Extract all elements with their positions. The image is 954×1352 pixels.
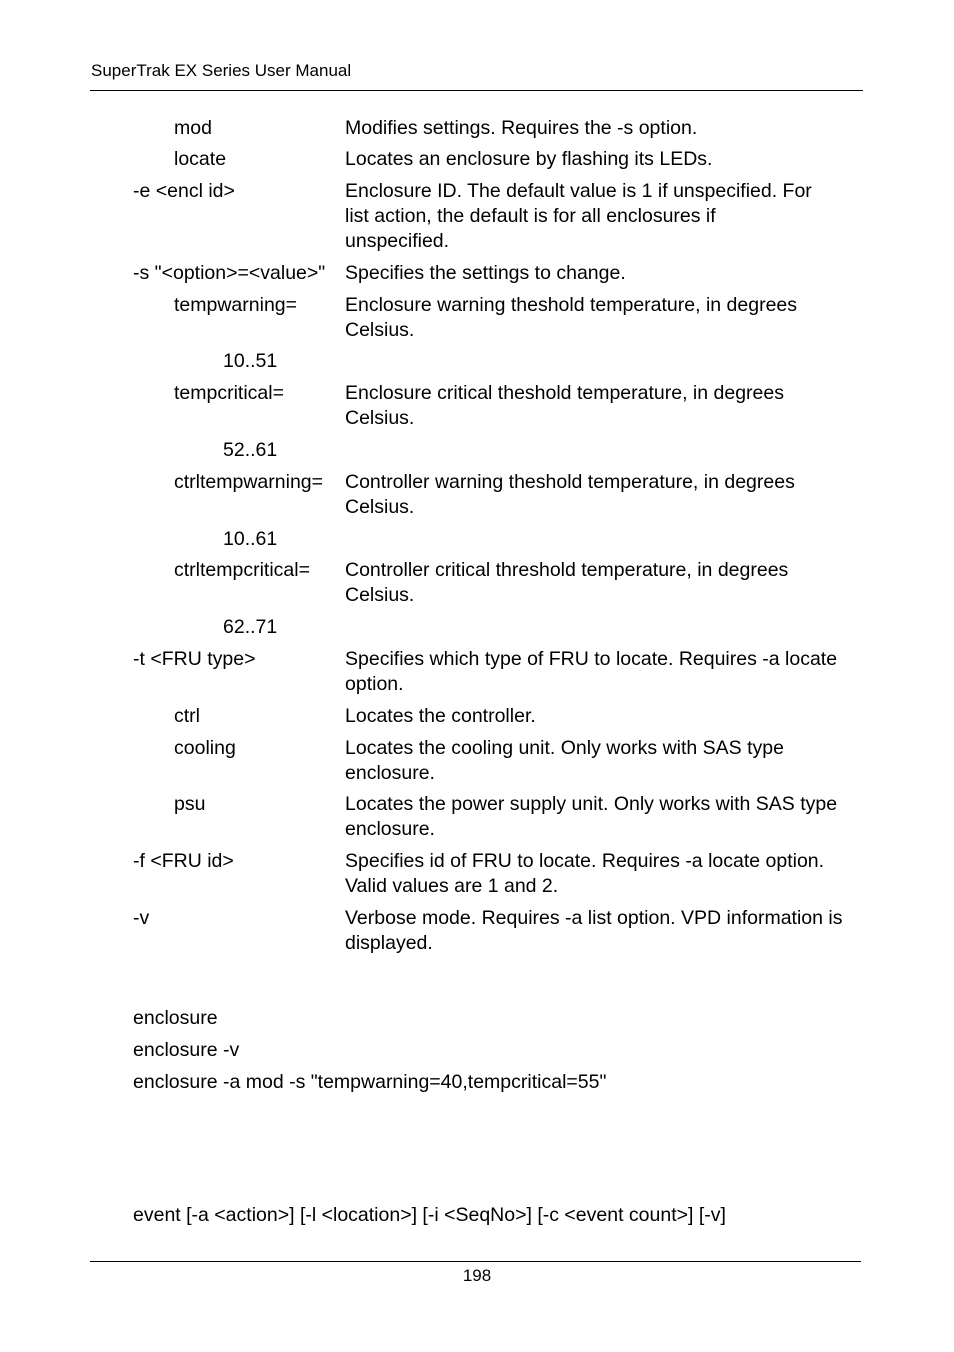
page-number: 198: [462, 1266, 492, 1285]
option-term: tempwarning=: [174, 294, 298, 316]
range-value: 10..61: [223, 528, 278, 550]
option-term: locate: [174, 148, 227, 170]
header-divider: [90, 90, 863, 91]
option-description: Specifies id of FRU to locate. Requires -a locate option. Valid values are 1 and 2.: [345, 850, 825, 897]
option-term: ctrltempwarning=: [174, 471, 324, 493]
option-term: -s "<option>=<value>": [133, 262, 326, 284]
option-term: psu: [174, 793, 206, 815]
option-description: Specifies which type of FRU to locate. Requires -a locate option.: [345, 648, 838, 695]
option-description: Locates the cooling unit. Only works with SAS type enclosure.: [345, 737, 784, 784]
option-description: Locates the controller.: [345, 705, 536, 727]
range-value: 62..71: [223, 616, 278, 638]
range-value: 52..61: [223, 439, 278, 461]
option-term: -f <FRU id>: [133, 850, 234, 872]
example-command: enclosure -a mod -s "tempwarning=40,tempcritical=55": [133, 1071, 607, 1093]
option-description: Controller critical threshold temperature, in degrees Celsius.: [345, 559, 789, 606]
option-description: Locates an enclosure by flashing its LEDs.: [345, 148, 713, 170]
range-value: 10..51: [223, 350, 278, 372]
option-term: -e <encl id>: [133, 180, 235, 202]
example-command: enclosure -v: [133, 1039, 240, 1061]
option-description: Specifies the settings to change.: [345, 262, 626, 284]
option-description: Locates the power supply unit. Only works with SAS type enclosure.: [345, 793, 838, 840]
option-description: Enclosure warning theshold temperature, in degrees Celsius.: [345, 294, 798, 341]
option-term: ctrl: [174, 705, 200, 727]
option-description: Modifies settings. Requires the -s option.: [345, 117, 698, 139]
option-term: cooling: [174, 737, 236, 759]
option-description: Enclosure ID. The default value is 1 if unspecified. For list action, the default is for all enclosures if unspecified.: [345, 180, 812, 252]
option-term: ctrltempcritical=: [174, 559, 310, 581]
option-term: -t <FRU type>: [133, 648, 256, 670]
example-command: enclosure: [133, 1007, 218, 1029]
option-description: Verbose mode. Requires -a list option. VPD information is displayed.: [345, 907, 843, 954]
option-term: tempcritical=: [174, 382, 284, 404]
option-description: Enclosure critical theshold temperature, in degrees Celsius.: [345, 382, 784, 429]
manual-title: SuperTrak EX Series User Manual: [91, 61, 352, 80]
event-syntax: event [-a <action>] [-l <location>] [-i <SeqNo>] [-c <event count>] [-v]: [133, 1204, 726, 1226]
footer-divider: [90, 1261, 861, 1262]
option-term: -v: [133, 907, 150, 929]
option-description: Controller warning theshold temperature, in degrees Celsius.: [345, 471, 795, 518]
option-term: mod: [174, 117, 212, 139]
